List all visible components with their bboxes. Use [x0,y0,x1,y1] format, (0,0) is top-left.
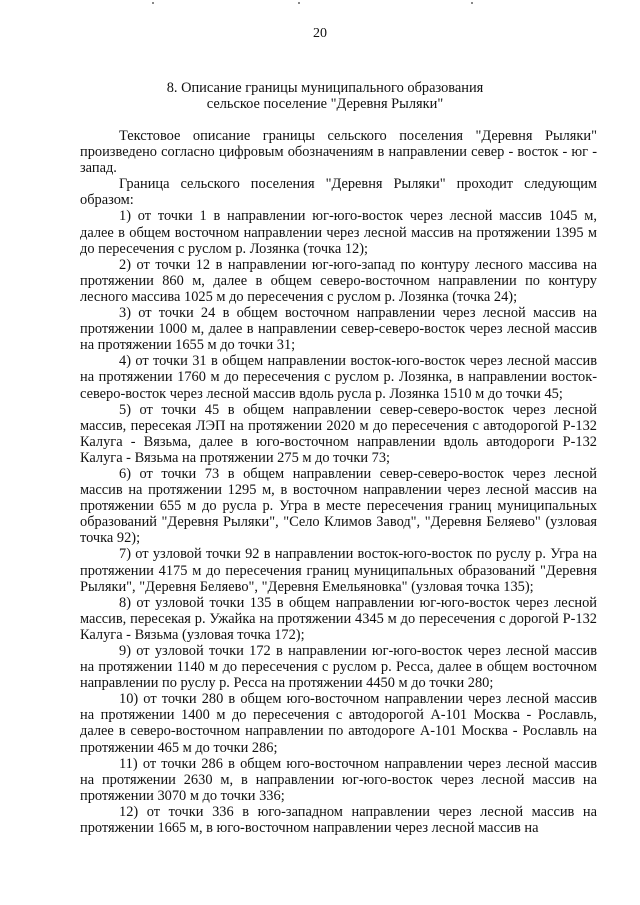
section-heading [90,80,560,112]
paragraph-item-12: 12) от точки 336 в юго-западном направлении через лесной массив на протяжении 1665 м, в юго-восточном направлении через лесной массив на [80,803,597,837]
paragraph-item-1: 1) от точки 1 в направлении юг-юго-восток через лесной массив 1045 м, далее в общем восточном направлении через лесной массив на протяжении 1395 м до пересечения с руслом р. Лозянка (точка 12); [80,208,597,257]
scan-mark [298,2,300,4]
heading-line-2: сельское поселение "Деревня Рыляки" [206,96,444,112]
scan-mark [152,2,154,4]
paragraph-item-2: 2) от точки 12 в направлении юг-юго-запад по контуру лесного массива на протяжении 860 м, далее в общем северо-восточном направлении по контуру лесного массива 1025 м до пересечения с руслом р. Лозянка (точка 24); [80,256,597,305]
paragraph-item-7: 7) от узловой точки 92 в направлении восток-юго-восток по руслу р. Угра на протяжении 4175 м до пересечения границ муниципальных образований "Деревня Рыляки", "Деревня Беляево", "Деревня Емельяновка" (узловая точка 135); [80,546,597,595]
page-number: 20 [313,26,327,41]
scan-marks [0,2,640,8]
paragraph-item-6: 6) от точки 73 в общем направлении север-северо-восток через лесной массив на протяжении 1295 м, в восточном направлении через лесной массив на протяжении 655 м до русла р. Угра в месте пересечения границ муниципальных образований "Деревня Рыляки", "Село Климов Завод", "Деревня Беляево" (узловая точка 92); [80,465,597,547]
paragraph-item-11: 11) от точки 286 в общем юго-восточном направлении через лесной массив на протяжении 2630 м, в направлении юг-юго-восток через лесной массив на протяжении 3070 м до точки 336; [80,755,597,804]
heading-line-1: 8. Описание границы муниципального образования [166,80,484,96]
paragraph-intro: Текстовое описание границы сельского поселения "Деревня Рыляки" произведено согласно цифровым обозначениям в направлении север - восток - юг - запад. [80,128,597,177]
document-body [80,128,597,836]
paragraph-item-4: 4) от точки 31 в общем направлении восток-юго-восток через лесной массив на протяжении 1760 м до пересечения с руслом р. Лозянка, в направлении восток-северо-восток через лесной массив вдоль русла р. Лозянка 1510 м до точки 45; [80,353,597,402]
paragraph-item-3: 3) от точки 24 в общем восточном направлении через лесной массив на протяжении 1000 м, далее в направлении север-северо-восток через лесной массив на протяжении 1655 м до точки 31; [80,305,597,354]
paragraph-item-8: 8) от узловой точки 135 в общем направлении юг-юго-восток через лесной массив, пересекая р. Ужайка на протяжении 4345 м до пересечения с дорогой Р-132 Калуга - Вязьма (узловая точка 172); [80,594,597,643]
scan-mark [471,2,473,4]
paragraph-item-5: 5) от точки 45 в общем направлении север-северо-восток через лесной массив, пересекая ЛЭП на протяжении 2020 м до пересечения с автодорогой Р-132 Калуга - Вязьма, далее в юго-восточном направлении вдоль автодороги Р-132 Калуга - Вязьма на протяжении 275 м до точки 73; [80,401,597,466]
paragraph-item-9: 9) от узловой точки 172 в направлении юг-юго-восток через лесной массив на протяжении 1140 м до пересечения с руслом р. Ресса, далее в общем восточном направлении по руслу р. Ресса на протяжении 4450 м до точки 280; [80,643,597,692]
paragraph-item-10: 10) от точки 280 в общем юго-восточном направлении через лесной массив на протяжении 1400 м до пересечения с автодорогой А-101 Москва - Рославль, далее в северо-восточном направлении по автодороге А-101 Москва - Рославль на протяжении 465 м до точки 286; [80,691,597,756]
paragraph-boundary-lead: Граница сельского поселения "Деревня Рыляки" проходит следующим образом: [80,176,597,209]
